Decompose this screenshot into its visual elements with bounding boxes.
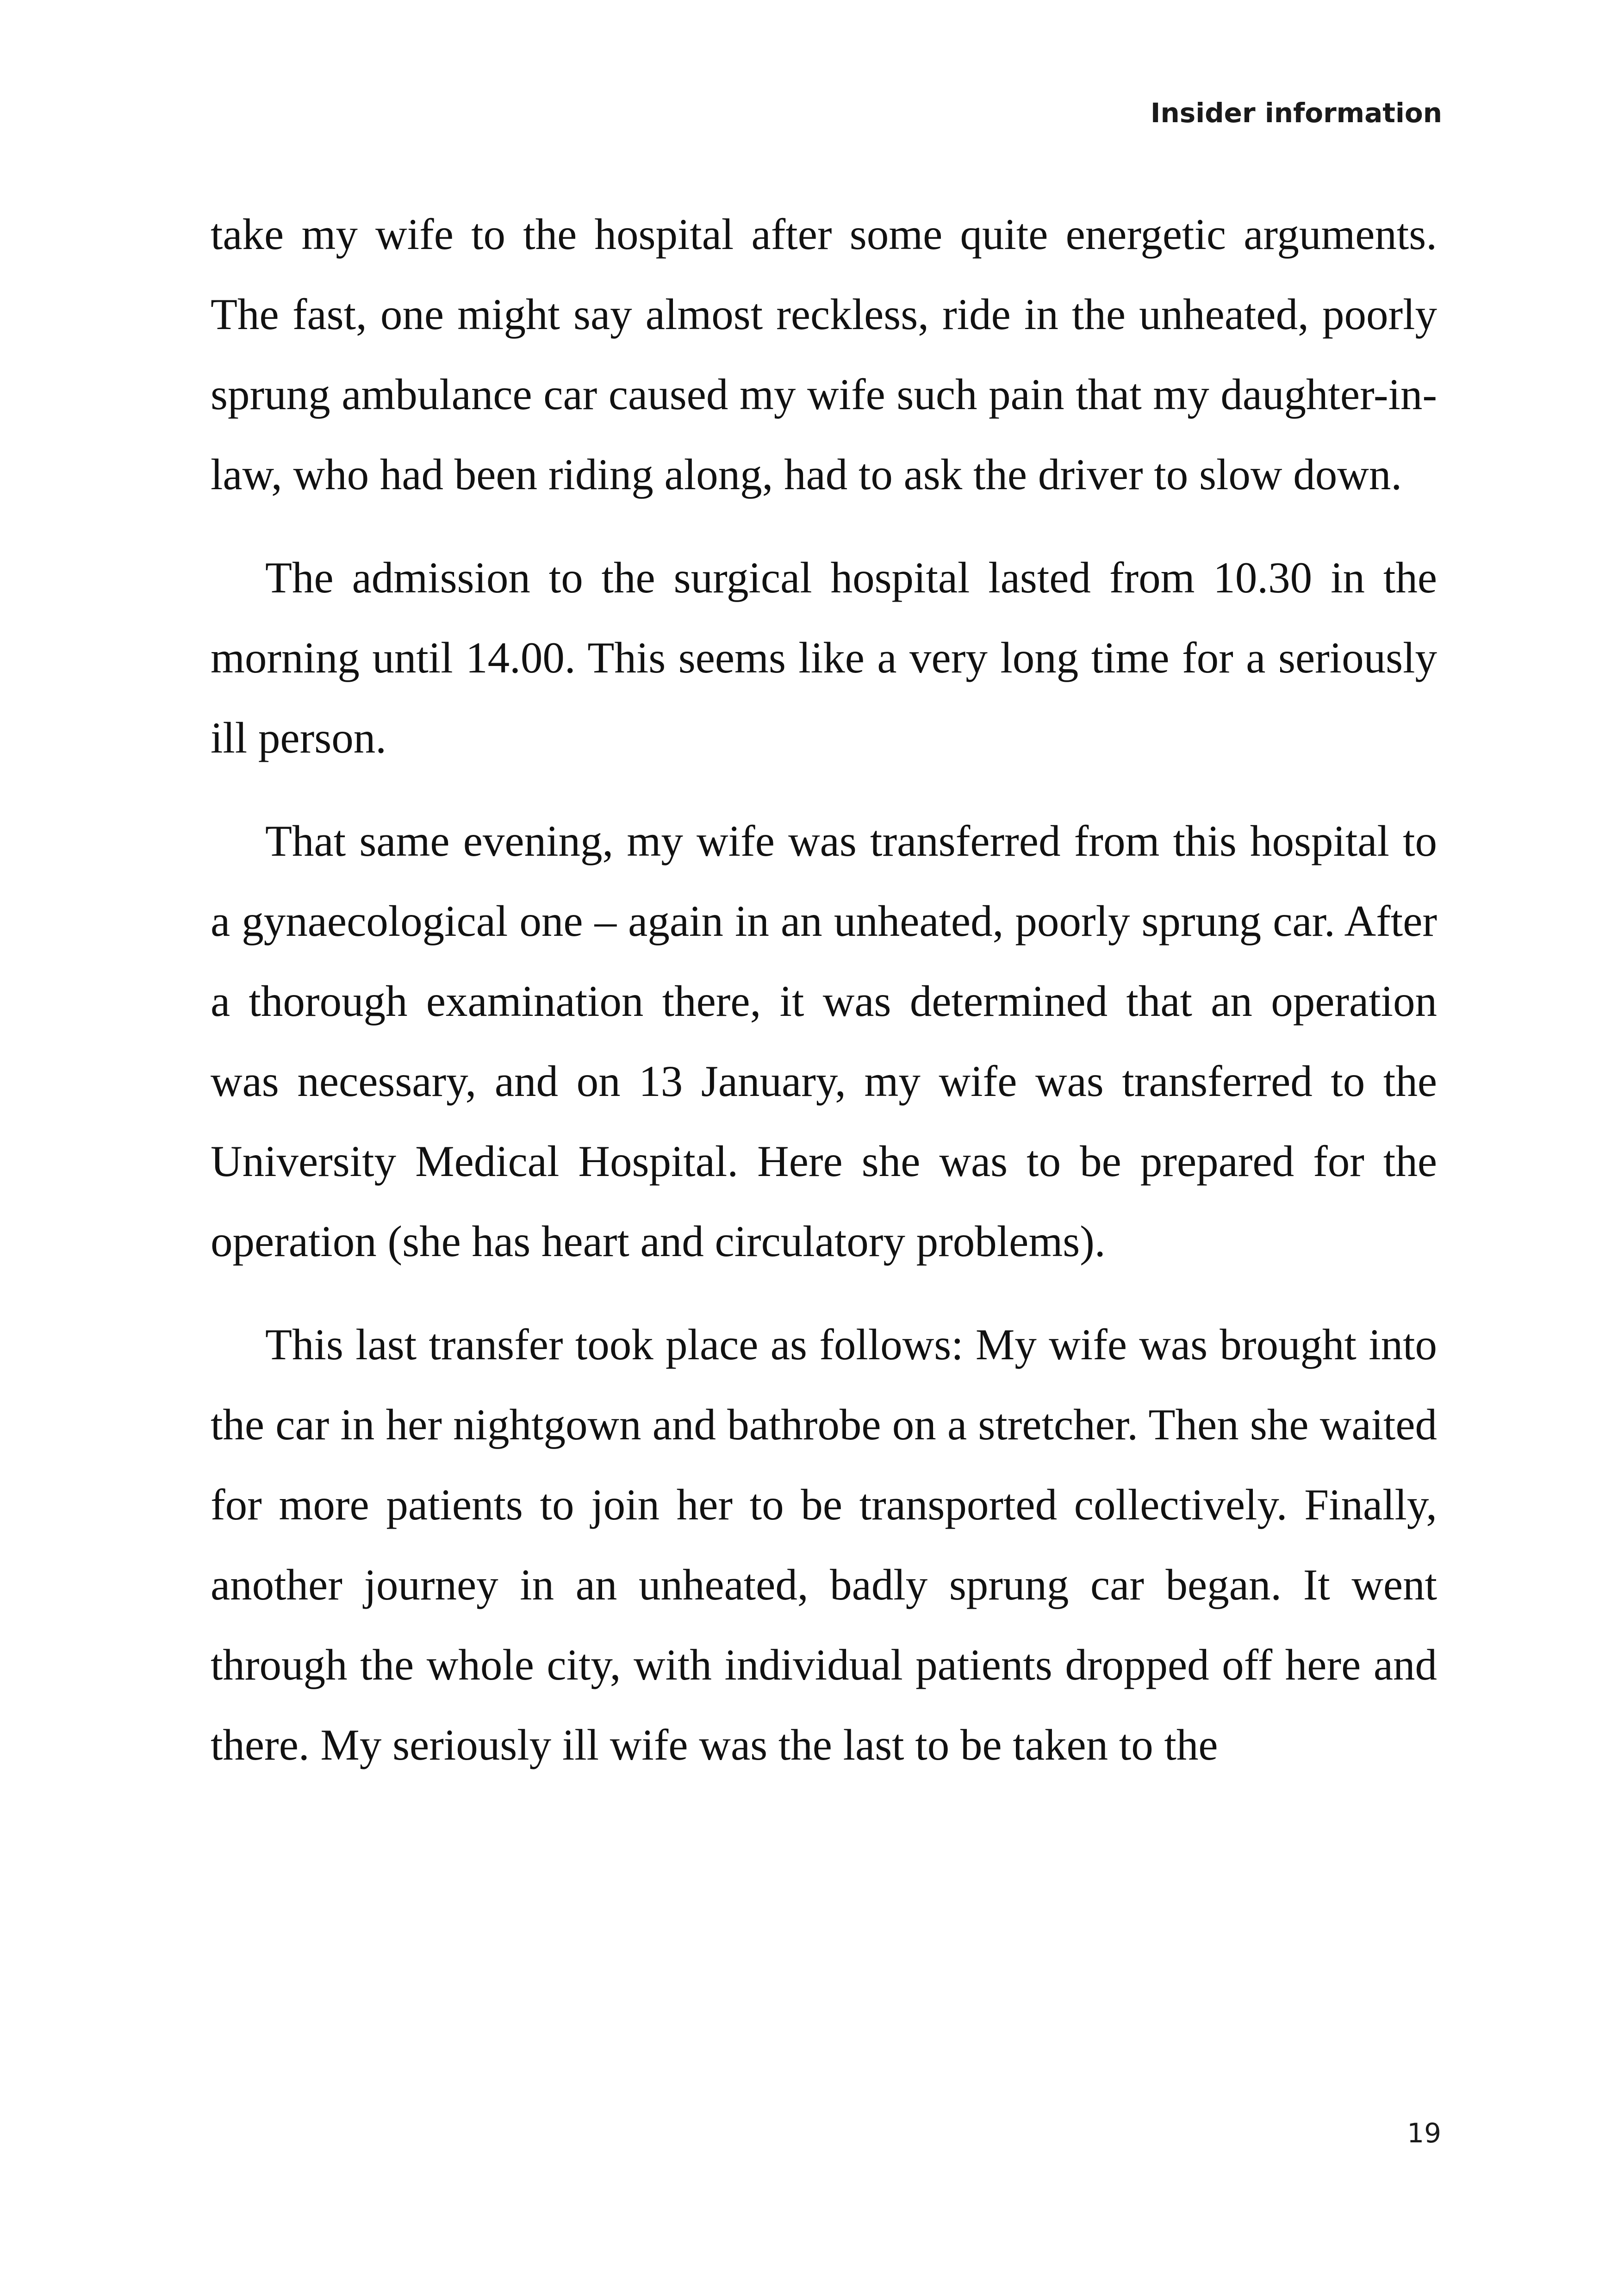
paragraph-1: take my wife to the hospital after some quite energetic arguments. The fast, one might say almost reckless, ride in the unheated, poorly sprung ambulance car caused my wife such pain that my daughter-in-law, who had been riding along, had to ask the driver to slow down.: [211, 210, 1437, 499]
body-text: [211, 194, 1437, 1808]
paragraph-4: This last transfer took place as follows: My wife was brought into the car in her nightgown and bathrobe on a stretcher. Then she waited for more patients to join her to be transported collectively. Finally, another journey in an unheated, badly sprung car began. It went through the whole city, with individual patients dropped off here and there. My seriously ill wife was the last to be taken to the: [211, 1320, 1437, 1769]
paragraph-2: The admission to the surgical hospital lasted from 10.30 in the morning until 14.00. This seems like a very long time for a seriously ill person.: [211, 553, 1437, 762]
paragraph-3: That same evening, my wife was transferred from this hospital to a gynaecological one – again in an unheated, poorly sprung car. After a thorough examination there, it was determined that an operation was necessary, and on 13 January, my wife was transferred to the University Medical Hospital. Here she was to be prepared for the operation (she has heart and circulatory problems).: [211, 816, 1437, 1266]
running-header: Insider information: [1150, 97, 1442, 129]
page-number: 19: [1407, 2117, 1441, 2149]
